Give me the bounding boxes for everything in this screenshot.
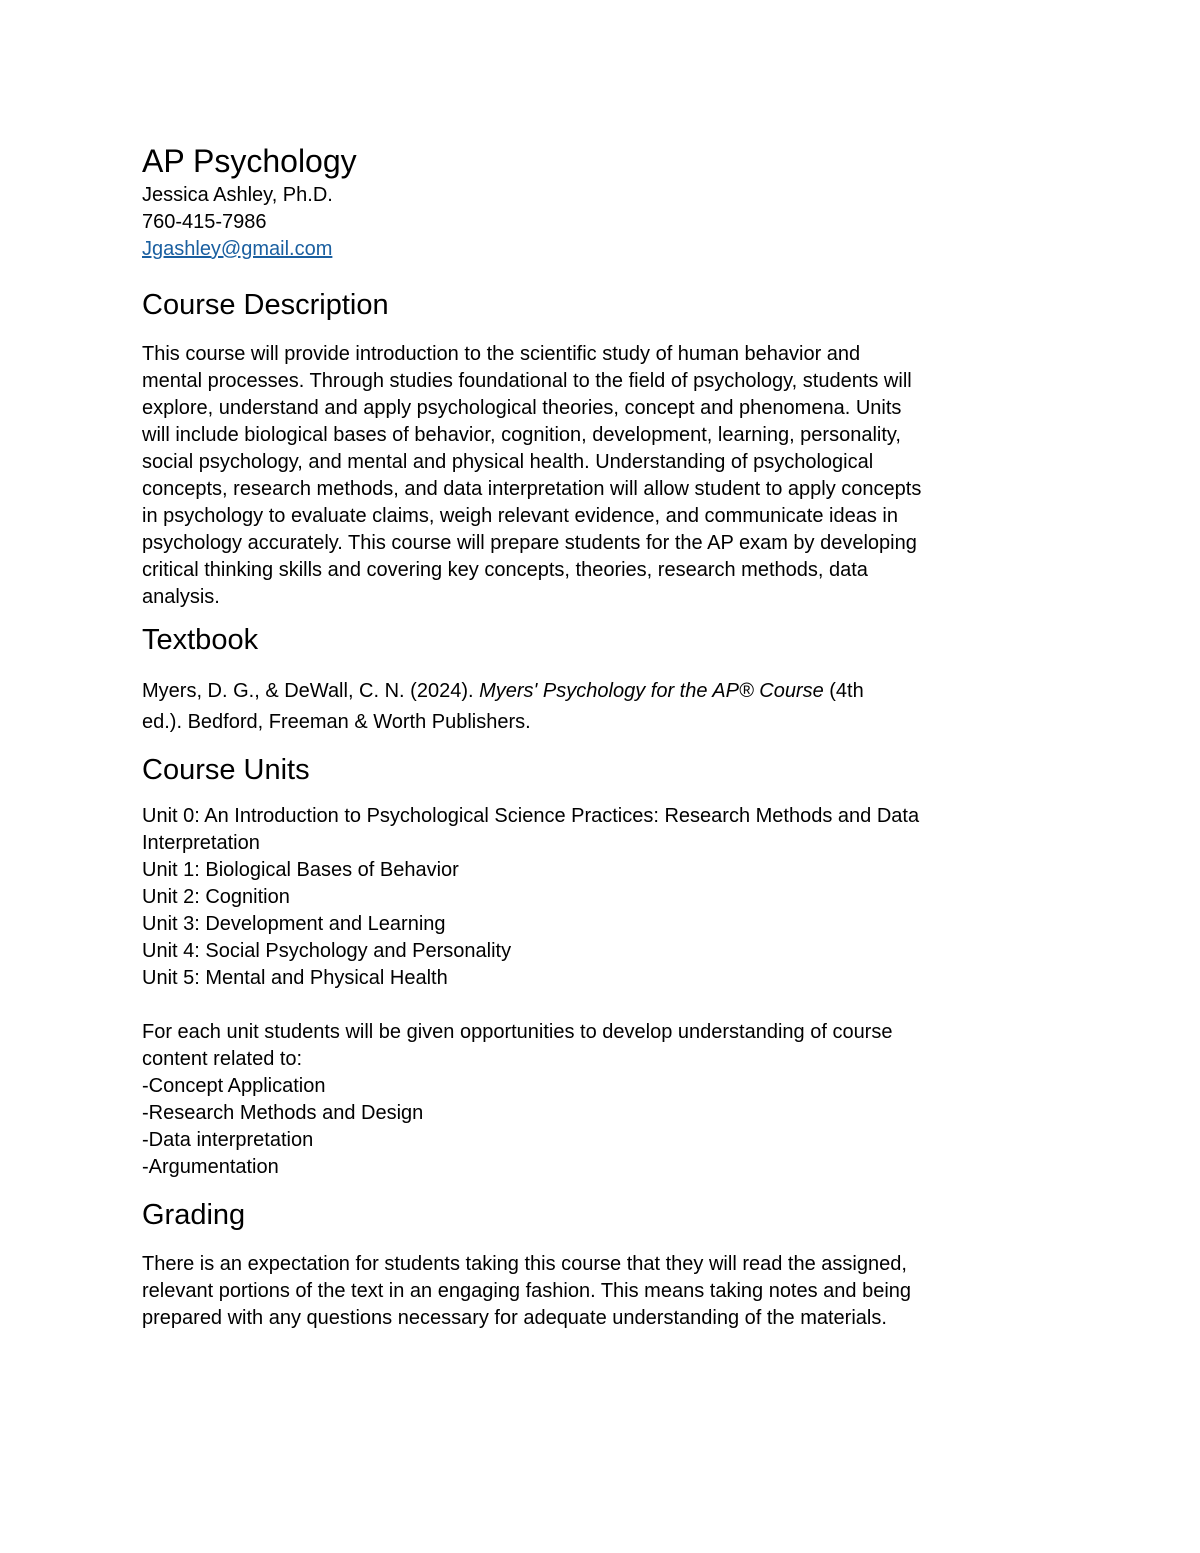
unit-item: Unit 0: An Introduction to Psychological Science Practices: Research Methods and Data	[142, 805, 920, 827]
email-link[interactable]: Jgashley@gmail.com	[142, 238, 333, 260]
course-title: AP Psychology	[142, 143, 357, 179]
instructor-name: Jessica Ashley, Ph.D.	[142, 184, 333, 206]
paragraph-line: in psychology to evaluate claims, weigh relevant evidence, and communicate ideas in	[142, 505, 898, 527]
unit-item: Unit 2: Cognition	[142, 886, 290, 908]
citation-title: Myers' Psychology for the AP® Course	[479, 680, 824, 702]
paragraph-line: social psychology, and mental and physical health. Understanding of psychological	[142, 451, 874, 473]
paragraph-line: relevant portions of the text in an engaging fashion. This means taking notes and being	[142, 1280, 912, 1302]
course-units-heading: Course Units	[142, 754, 310, 786]
unit-item: Unit 3: Development and Learning	[142, 913, 446, 935]
paragraph-line: This course will provide introduction to the scientific study of human behavior and	[142, 343, 861, 365]
paragraph-line: critical thinking skills and covering key concepts, theories, research methods, data	[142, 559, 868, 581]
unit-item: Interpretation	[142, 832, 260, 854]
citation-authors: Myers, D. G., & DeWall, C. N. (2024).	[142, 680, 480, 702]
grading-heading: Grading	[142, 1199, 246, 1231]
skill-item: -Data interpretation	[142, 1129, 314, 1151]
paragraph-line: mental processes. Through studies foundational to the field of psychology, students will	[142, 370, 912, 392]
paragraph-line: prepared with any questions necessary for adequate understanding of the materials.	[142, 1307, 887, 1329]
paragraph-line: analysis.	[142, 586, 220, 608]
instructor-email	[142, 236, 1072, 263]
skill-item: -Argumentation	[142, 1156, 279, 1178]
units-list	[142, 803, 1072, 992]
course-description-paragraph	[142, 341, 1072, 611]
paragraph-line: There is an expectation for students taking this course that they will read the assigned,	[142, 1253, 907, 1275]
course-description-heading: Course Description	[142, 289, 389, 321]
skill-item: -Concept Application	[142, 1075, 326, 1097]
textbook-heading: Textbook	[142, 624, 259, 656]
paragraph-line: explore, understand and apply psychological theories, concept and phenomena. Units	[142, 397, 902, 419]
grading-paragraph	[142, 1251, 1072, 1332]
unit-item: Unit 4: Social Psychology and Personality	[142, 940, 512, 962]
skills-intro: For each unit students will be given opportunities to develop understanding of course	[142, 1021, 893, 1043]
paragraph-line: concepts, research methods, and data interpretation will allow student to apply concepts	[142, 478, 922, 500]
instructor-phone: 760-415-7986	[142, 211, 267, 233]
document-page	[142, 140, 1072, 1332]
textbook-citation	[142, 676, 1072, 738]
unit-skills-section	[142, 1019, 1072, 1181]
skill-item: -Research Methods and Design	[142, 1102, 424, 1124]
skills-intro: content related to:	[142, 1048, 303, 1070]
paragraph-line: psychology accurately. This course will prepare students for the AP exam by developing	[142, 532, 917, 554]
unit-item: Unit 1: Biological Bases of Behavior	[142, 859, 459, 881]
paragraph-line: will include biological bases of behavior, cognition, development, learning, personality,	[142, 424, 901, 446]
citation-publisher: ed.). Bedford, Freeman & Worth Publishers.	[142, 711, 531, 733]
citation-edition: (4th	[823, 680, 864, 702]
unit-item: Unit 5: Mental and Physical Health	[142, 967, 448, 989]
